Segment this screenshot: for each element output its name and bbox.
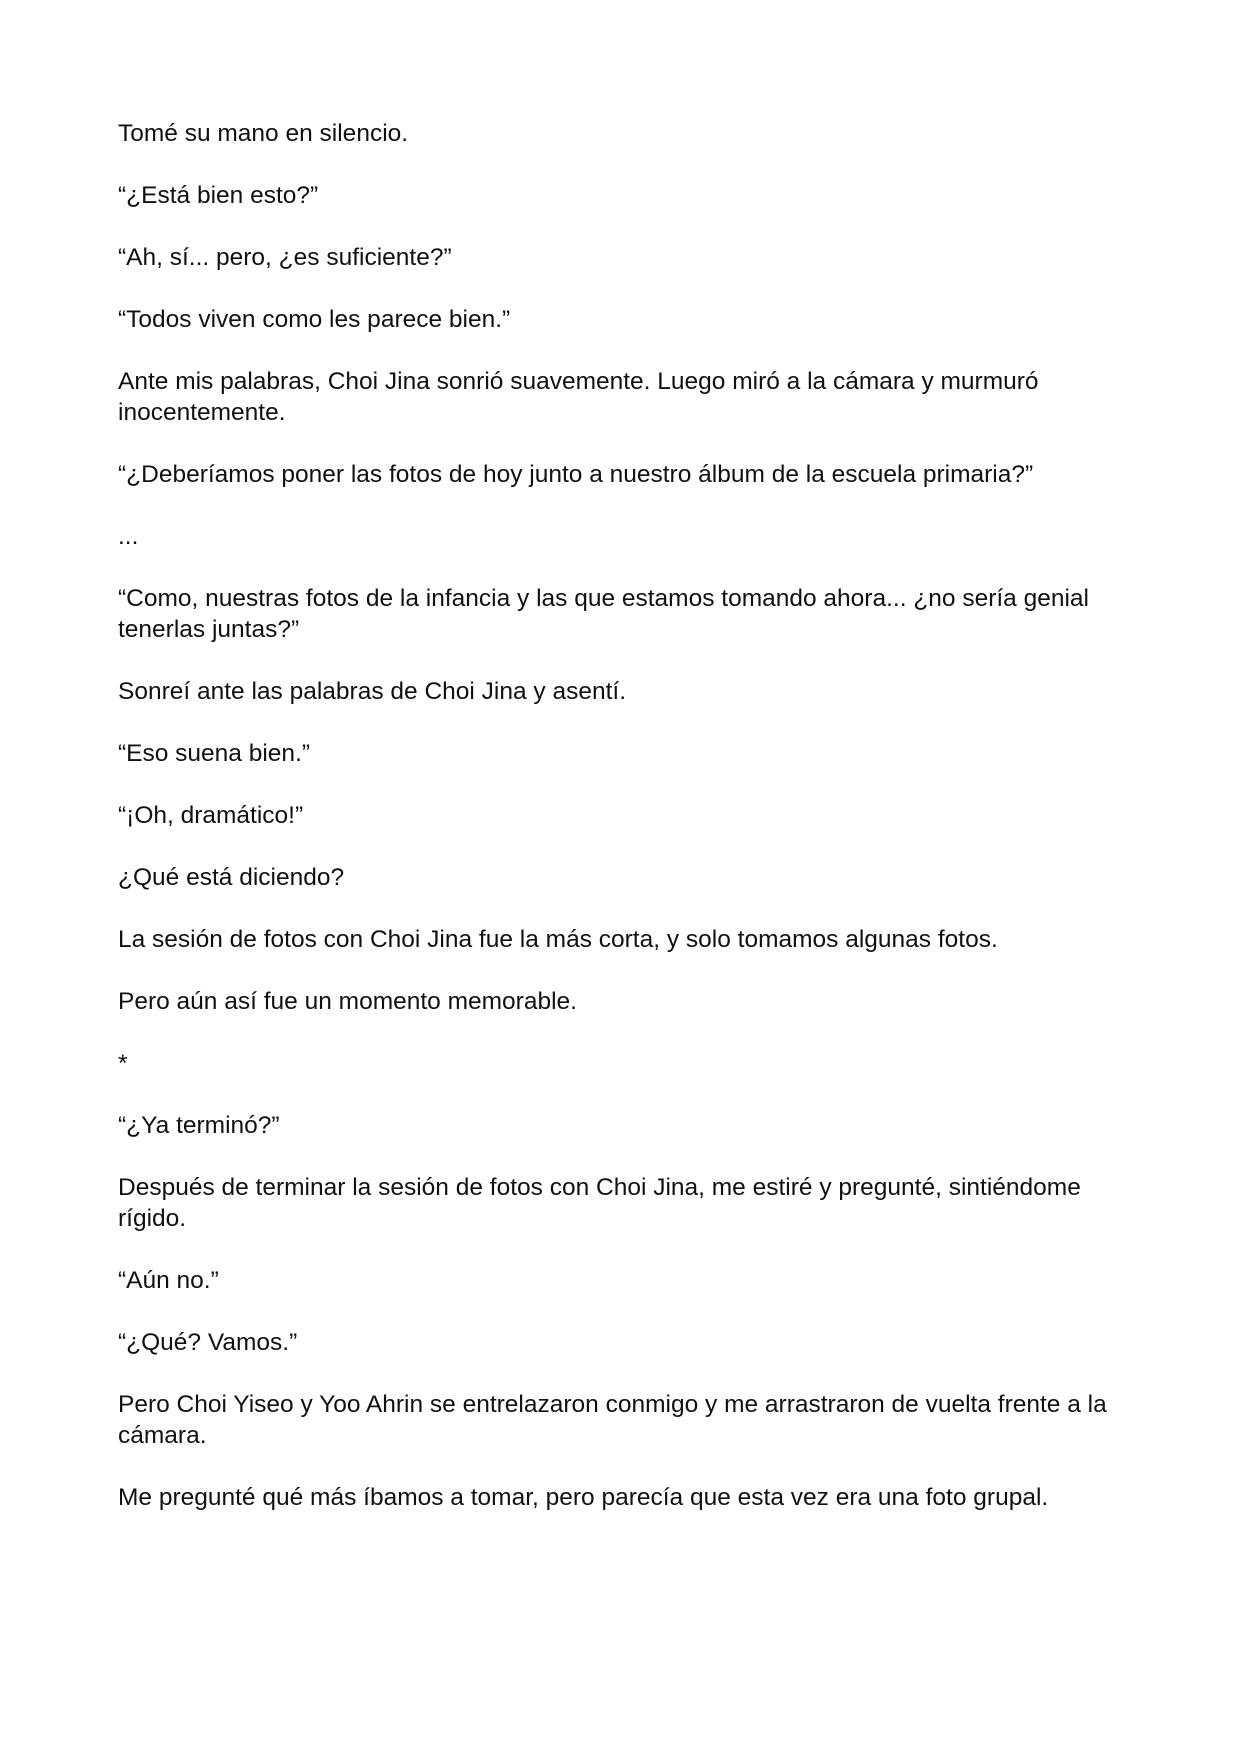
section-break: * bbox=[118, 1050, 128, 1077]
paragraph: “Aún no.” bbox=[118, 1267, 219, 1294]
paragraph: “Todos viven como les parece bien.” bbox=[118, 306, 511, 333]
paragraph: Pero aún así fue un momento memorable. bbox=[118, 988, 577, 1015]
paragraph: Tomé su mano en silencio. bbox=[118, 120, 409, 147]
document-body bbox=[118, 118, 1128, 1544]
paragraph: Después de terminar la sesión de fotos con Choi Jina, me estiré y pregunté, sintiéndome rígido. bbox=[118, 1174, 1081, 1232]
paragraph: Me pregunté qué más íbamos a tomar, pero parecía que esta vez era una foto grupal. bbox=[118, 1484, 1049, 1511]
paragraph: La sesión de fotos con Choi Jina fue la más corta, y solo tomamos algunas fotos. bbox=[118, 926, 998, 953]
paragraph: ... bbox=[118, 523, 139, 550]
paragraph: “¿Ya terminó?” bbox=[118, 1112, 280, 1139]
paragraph: “¿Qué? Vamos.” bbox=[118, 1329, 298, 1356]
paragraph: Ante mis palabras, Choi Jina sonrió suavemente. Luego miró a la cámara y murmuró inocentemente. bbox=[118, 368, 1039, 426]
paragraph: ¿Qué está diciendo? bbox=[118, 864, 345, 891]
paragraph: “¿Deberíamos poner las fotos de hoy junto a nuestro álbum de la escuela primaria?” bbox=[118, 461, 1034, 488]
paragraph: “Eso suena bien.” bbox=[118, 740, 311, 767]
paragraph: “¿Está bien esto?” bbox=[118, 182, 319, 209]
paragraph: “Ah, sí... pero, ¿es suficiente?” bbox=[118, 244, 452, 271]
paragraph: “¡Oh, dramático!” bbox=[118, 802, 304, 829]
paragraph: Pero Choi Yiseo y Yoo Ahrin se entrelazaron conmigo y me arrastraron de vuelta frente a la cámara. bbox=[118, 1391, 1107, 1449]
paragraph: “Como, nuestras fotos de la infancia y las que estamos tomando ahora... ¿no sería genial tenerlas juntas?” bbox=[118, 585, 1090, 643]
paragraph: Sonreí ante las palabras de Choi Jina y asentí. bbox=[118, 678, 627, 705]
